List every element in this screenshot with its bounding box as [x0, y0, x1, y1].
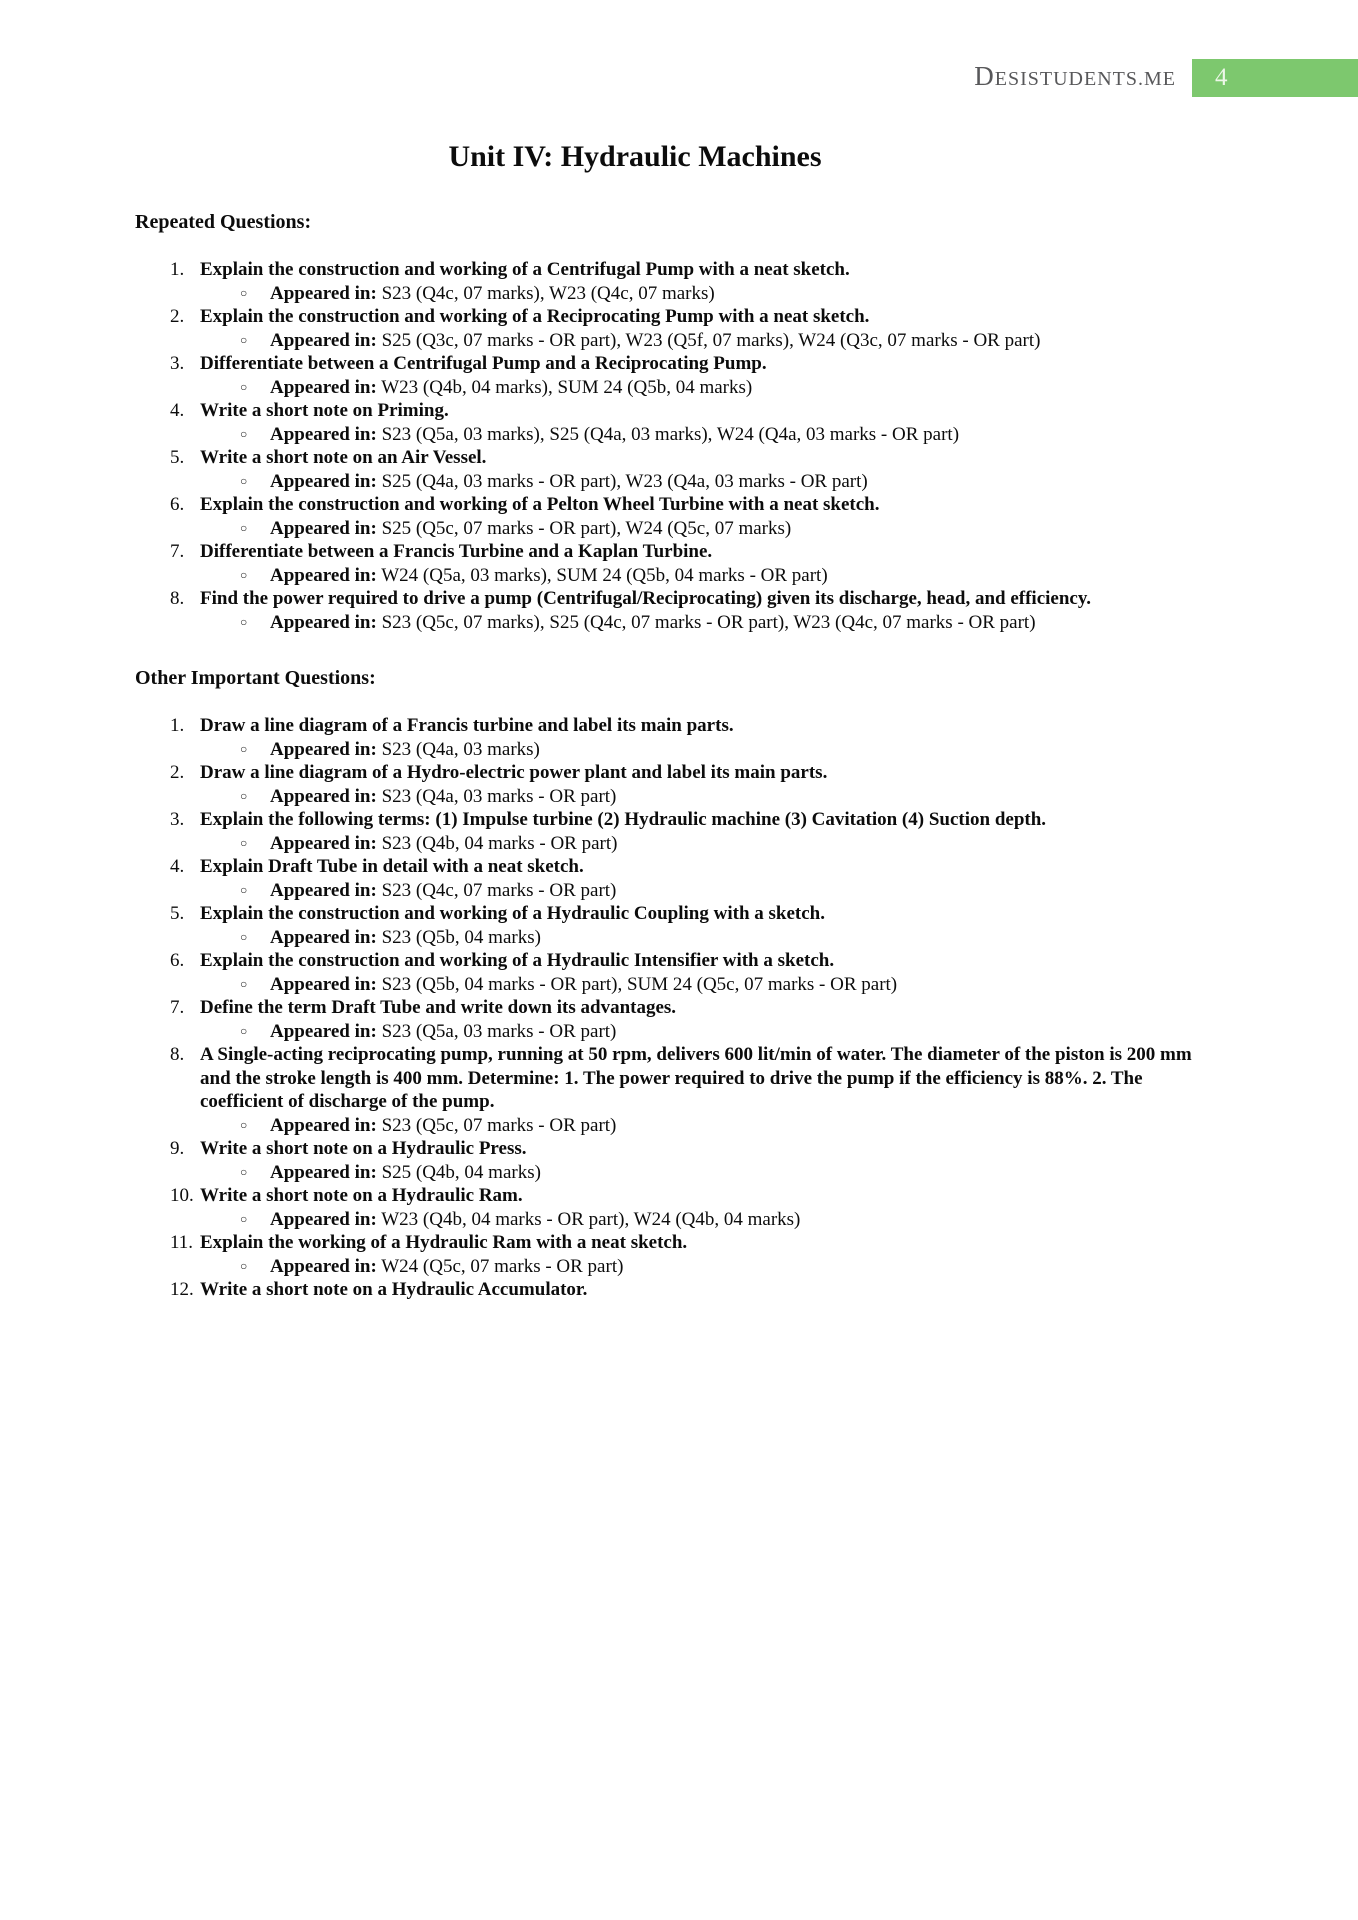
question-number: 4.: [170, 400, 185, 421]
question-body: [200, 949, 1225, 996]
question-body: [200, 996, 1225, 1043]
appeared-text: [270, 517, 1225, 541]
appeared-text: [270, 879, 1225, 903]
appeared-label: Appeared in:: [270, 376, 377, 398]
question-number: 12.: [170, 1279, 194, 1300]
appeared-row: [237, 785, 1225, 809]
appeared-value: S23 (Q5c, 07 marks), S25 (Q4c, 07 marks - OR part), W23 (Q4c, 07 marks - OR part): [381, 611, 1036, 633]
circle-bullet-icon: ○: [240, 929, 248, 944]
question-text: Find the power required to drive a pump (Centrifugal/Reciprocating) given its discharge, head, and efficiency.: [200, 588, 1092, 609]
appeared-label: Appeared in:: [270, 470, 377, 492]
question-text: Draw a line diagram of a Hydro-electric power plant and label its main parts.: [200, 762, 828, 783]
question-number: 9.: [170, 1138, 185, 1159]
question-item: [170, 996, 1225, 1043]
circle-bullet-icon: ○: [240, 882, 248, 897]
appeared-value: S23 (Q5b, 04 marks): [381, 926, 541, 948]
question-text: Explain the construction and working of a Hydraulic Intensifier with a sketch.: [200, 950, 835, 971]
question-list: [170, 258, 1225, 634]
appeared-row: [237, 517, 1225, 541]
appeared-value: W24 (Q5a, 03 marks), SUM 24 (Q5b, 04 marks - OR part): [381, 564, 828, 586]
question-body: [200, 1184, 1225, 1231]
circle-bullet-icon: ○: [240, 1117, 248, 1132]
question-body: [200, 1043, 1225, 1137]
question-item: [170, 714, 1225, 761]
appeared-label: Appeared in:: [270, 1114, 377, 1136]
appeared-value: S23 (Q5a, 03 marks), S25 (Q4a, 03 marks), W24 (Q4a, 03 marks - OR part): [381, 423, 960, 445]
question-body: [200, 808, 1225, 855]
question-number: 2.: [170, 762, 185, 783]
question-item: [170, 949, 1225, 996]
circle-bullet-icon: ○: [240, 520, 248, 535]
question-body: [200, 855, 1225, 902]
question-body: [200, 493, 1225, 540]
question-section: [135, 665, 1225, 1302]
question-item: [170, 305, 1225, 352]
appeared-value: S23 (Q5b, 04 marks - OR part), SUM 24 (Q5c, 07 marks - OR part): [381, 973, 898, 995]
appeared-row: [237, 423, 1225, 447]
question-text: Draw a line diagram of a Francis turbine and label its main parts.: [200, 715, 734, 736]
appeared-label: Appeared in:: [270, 832, 377, 854]
circle-bullet-icon: ○: [240, 426, 248, 441]
question-text: Explain Draft Tube in detail with a neat sketch.: [200, 856, 584, 877]
appeared-text: [270, 1255, 1225, 1279]
appeared-label: Appeared in:: [270, 1255, 377, 1277]
appeared-row: [237, 832, 1225, 856]
question-item: [170, 761, 1225, 808]
question-number: 6.: [170, 950, 185, 971]
question-number: 3.: [170, 809, 185, 830]
appeared-value: S25 (Q5c, 07 marks - OR part), W24 (Q5c, 07 marks): [381, 517, 792, 539]
question-text: Explain the construction and working of a Reciprocating Pump with a neat sketch.: [200, 306, 870, 327]
question-item: [170, 587, 1225, 634]
appeared-value: S23 (Q4a, 03 marks - OR part): [381, 785, 617, 807]
circle-bullet-icon: ○: [240, 614, 248, 629]
question-text: Write a short note on an Air Vessel.: [200, 447, 487, 468]
appeared-value: S25 (Q4a, 03 marks - OR part), W23 (Q4a, 03 marks - OR part): [381, 470, 868, 492]
appeared-value: W23 (Q4b, 04 marks), SUM 24 (Q5b, 04 marks): [381, 376, 753, 398]
question-item: [170, 1043, 1225, 1137]
question-text: Write a short note on a Hydraulic Ram.: [200, 1185, 523, 1206]
question-number: 1.: [170, 259, 185, 280]
question-item: [170, 902, 1225, 949]
appeared-row: [237, 926, 1225, 950]
appeared-label: Appeared in:: [270, 926, 377, 948]
appeared-text: [270, 376, 1225, 400]
appeared-label: Appeared in:: [270, 423, 377, 445]
appeared-label: Appeared in:: [270, 1020, 377, 1042]
appeared-label: Appeared in:: [270, 785, 377, 807]
appeared-text: [270, 1020, 1225, 1044]
question-item: [170, 446, 1225, 493]
question-body: [200, 540, 1225, 587]
question-item: [170, 540, 1225, 587]
appeared-text: [270, 926, 1225, 950]
appeared-text: [270, 423, 1225, 447]
question-body: [200, 1278, 1225, 1302]
appeared-text: [270, 329, 1225, 353]
appeared-row: [237, 1020, 1225, 1044]
circle-bullet-icon: ○: [240, 1164, 248, 1179]
question-text: Explain the construction and working of a Centrifugal Pump with a neat sketch.: [200, 259, 850, 280]
site-name-rest: ESISTUDENTS.ME: [994, 68, 1176, 90]
question-body: [200, 446, 1225, 493]
appeared-row: [237, 470, 1225, 494]
question-item: [170, 493, 1225, 540]
circle-bullet-icon: ○: [240, 285, 248, 300]
appeared-row: [237, 1114, 1225, 1138]
question-body: [200, 902, 1225, 949]
question-text: Define the term Draft Tube and write down its advantages.: [200, 997, 677, 1018]
appeared-label: Appeared in:: [270, 329, 377, 351]
question-body: [200, 714, 1225, 761]
question-number: 6.: [170, 494, 185, 515]
appeared-row: [237, 329, 1225, 353]
question-item: [170, 1278, 1225, 1302]
appeared-text: [270, 738, 1225, 762]
appeared-value: S25 (Q4b, 04 marks): [381, 1161, 541, 1183]
page-title: Unit IV: Hydraulic Machines: [448, 140, 822, 173]
question-item: [170, 1231, 1225, 1278]
appeared-text: [270, 973, 1225, 997]
question-item: [170, 399, 1225, 446]
circle-bullet-icon: ○: [240, 567, 248, 582]
appeared-label: Appeared in:: [270, 282, 377, 304]
question-text: Write a short note on Priming.: [200, 400, 449, 421]
circle-bullet-icon: ○: [240, 835, 248, 850]
appeared-value: S23 (Q4c, 07 marks - OR part): [381, 879, 617, 901]
question-text: Explain the working of a Hydraulic Ram with a neat sketch.: [200, 1232, 688, 1253]
site-name-lead: D: [974, 61, 995, 91]
appeared-row: [237, 1255, 1225, 1279]
circle-bullet-icon: ○: [240, 332, 248, 347]
appeared-text: [270, 1208, 1225, 1232]
appeared-row: [237, 564, 1225, 588]
appeared-row: [237, 282, 1225, 306]
appeared-value: S23 (Q4c, 07 marks), W23 (Q4c, 07 marks): [381, 282, 715, 304]
appeared-value: W24 (Q5c, 07 marks - OR part): [381, 1255, 624, 1277]
question-text: Differentiate between a Francis Turbine and a Kaplan Turbine.: [200, 541, 713, 562]
question-body: [200, 258, 1225, 305]
appeared-label: Appeared in:: [270, 879, 377, 901]
question-number: 1.: [170, 715, 185, 736]
appeared-label: Appeared in:: [270, 1161, 377, 1183]
document-content: [0, 136, 1358, 1302]
circle-bullet-icon: ○: [240, 976, 248, 991]
question-item: [170, 1137, 1225, 1184]
appeared-value: S25 (Q3c, 07 marks - OR part), W23 (Q5f, 07 marks), W24 (Q3c, 07 marks - OR part): [381, 329, 1041, 351]
question-text: Explain the construction and working of a Pelton Wheel Turbine with a neat sketch.: [200, 494, 880, 515]
appeared-text: [270, 611, 1225, 635]
question-body: [200, 761, 1225, 808]
appeared-row: [237, 1161, 1225, 1185]
question-list: [170, 714, 1225, 1302]
question-body: [200, 1137, 1225, 1184]
appeared-row: [237, 879, 1225, 903]
appeared-label: Appeared in:: [270, 738, 377, 760]
question-body: [200, 305, 1225, 352]
question-item: [170, 352, 1225, 399]
question-number: 5.: [170, 447, 185, 468]
appeared-row: [237, 1208, 1225, 1232]
question-number: 8.: [170, 1044, 185, 1065]
section-heading: Repeated Questions:: [135, 211, 312, 233]
appeared-row: [237, 611, 1225, 635]
page-header: [0, 0, 1358, 98]
circle-bullet-icon: ○: [240, 1258, 248, 1273]
appeared-row: [237, 376, 1225, 400]
appeared-value: S23 (Q4a, 03 marks): [381, 738, 540, 760]
appeared-label: Appeared in:: [270, 973, 377, 995]
question-number: 2.: [170, 306, 185, 327]
question-text: Explain the following terms: (1) Impulse turbine (2) Hydraulic machine (3) Cavitation (4) Suction depth.: [200, 809, 1047, 830]
appeared-value: S23 (Q5c, 07 marks - OR part): [381, 1114, 617, 1136]
appeared-value: S23 (Q5a, 03 marks - OR part): [381, 1020, 617, 1042]
question-text: Explain the construction and working of a Hydraulic Coupling with a sketch.: [200, 903, 825, 924]
appeared-text: [270, 564, 1225, 588]
appeared-text: [270, 470, 1225, 494]
question-body: [200, 399, 1225, 446]
appeared-text: [270, 785, 1225, 809]
appeared-text: [270, 282, 1225, 306]
question-body: [200, 1231, 1225, 1278]
appeared-row: [237, 738, 1225, 762]
question-item: [170, 258, 1225, 305]
question-item: [170, 1184, 1225, 1231]
question-number: 5.: [170, 903, 185, 924]
appeared-label: Appeared in:: [270, 564, 377, 586]
appeared-label: Appeared in:: [270, 611, 377, 633]
circle-bullet-icon: ○: [240, 379, 248, 394]
question-text: Write a short note on a Hydraulic Press.: [200, 1138, 527, 1159]
appeared-text: [270, 832, 1225, 856]
question-number: 7.: [170, 997, 185, 1018]
section-heading: Other Important Questions:: [135, 667, 376, 689]
appeared-label: Appeared in:: [270, 1208, 377, 1230]
circle-bullet-icon: ○: [240, 741, 248, 756]
question-number: 10.: [170, 1185, 194, 1206]
page-number-badge: [1192, 59, 1358, 97]
question-text: Write a short note on a Hydraulic Accumulator.: [200, 1279, 588, 1300]
question-item: [170, 808, 1225, 855]
question-text: Differentiate between a Centrifugal Pump and a Reciprocating Pump.: [200, 353, 767, 374]
question-number: 7.: [170, 541, 185, 562]
question-body: [200, 352, 1225, 399]
appeared-value: W23 (Q4b, 04 marks - OR part), W24 (Q4b, 04 marks): [381, 1208, 801, 1230]
question-number: 11.: [170, 1232, 194, 1253]
appeared-label: Appeared in:: [270, 517, 377, 539]
page-number: 4: [1215, 63, 1228, 91]
question-item: [170, 855, 1225, 902]
circle-bullet-icon: ○: [240, 1211, 248, 1226]
site-name: [974, 57, 1176, 98]
circle-bullet-icon: ○: [240, 1023, 248, 1038]
question-number: 4.: [170, 856, 185, 877]
appeared-text: [270, 1114, 1225, 1138]
question-text: A Single-acting reciprocating pump, running at 50 rpm, delivers 600 lit/min of water. The diameter of the piston is 200 mm and the stroke length is 400 mm. Determine: 1. The power required to drive the pump if the efficiency is 88%. 2. The coefficient of discharge of the pump.: [200, 1044, 1192, 1112]
appeared-value: S23 (Q4b, 04 marks - OR part): [381, 832, 618, 854]
question-body: [200, 587, 1225, 634]
question-section: [135, 209, 1225, 634]
appeared-row: [237, 973, 1225, 997]
circle-bullet-icon: ○: [240, 473, 248, 488]
circle-bullet-icon: ○: [240, 788, 248, 803]
question-number: 8.: [170, 588, 185, 609]
sections: [135, 209, 1225, 1302]
question-number: 3.: [170, 353, 185, 374]
appeared-text: [270, 1161, 1225, 1185]
